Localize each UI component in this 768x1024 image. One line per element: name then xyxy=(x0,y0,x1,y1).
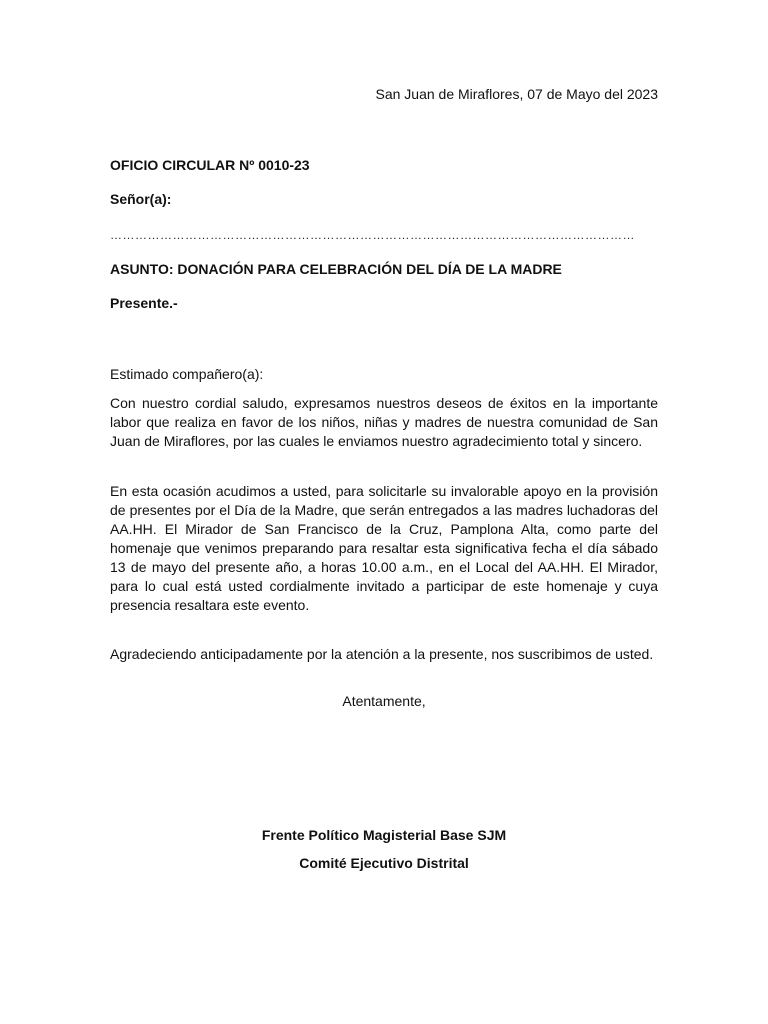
date-line: San Juan de Miraflores, 07 de Mayo del 2023 xyxy=(375,86,658,102)
reference-number: OFICIO CIRCULAR Nº 0010-23 xyxy=(110,157,310,173)
recipient-label: Señor(a): xyxy=(110,191,172,207)
body-paragraph-1: Con nuestro cordial saludo, expresamos nuestros deseos de éxitos en la importante labor que realiza en favor de los niños, niñas y madres de nuestra comunidad de San Juan de Miraflores, por las cuales le enviamos nuestro agradecimiento total y sincero. xyxy=(110,395,658,449)
body-paragraph-3: Agradeciendo anticipadamente por la atención a la presente, nos suscribimos de usted. xyxy=(110,646,654,662)
recipient-placeholder-line: ……………………………………………………………………………………………………………… xyxy=(110,228,635,242)
closing: Atentamente, xyxy=(342,693,426,709)
signature-organization: Frente Político Magisterial Base SJM xyxy=(261,827,507,843)
subject-line: ASUNTO: DONACIÓN PARA CELEBRACIÓN DEL DÍA DE LA MADRE xyxy=(110,261,562,277)
signature-committee: Comité Ejecutivo Distrital xyxy=(299,855,469,871)
greeting: Estimado compañero(a): xyxy=(110,366,264,382)
body-paragraph-2: En esta ocasión acudimos a usted, para solicitarle su invalorable apoyo en la provisión de presentes por el Día de la Madre, que serán entregados a las madres luchadoras del AA.HH. El Mirador de San Francisco de la Cruz, Pamplona Alta, como parte del homenaje que venimos preparando para resaltar esta significativa fecha el día sábado 13 de mayo del presente año, a horas 10.00 a.m., en el Local del AA.HH. El Mirador, para lo cual está usted cordialmente invitado a participar de este homenaje y cuya presencia resaltara este evento. xyxy=(110,483,658,613)
presente-line: Presente.- xyxy=(110,295,178,311)
